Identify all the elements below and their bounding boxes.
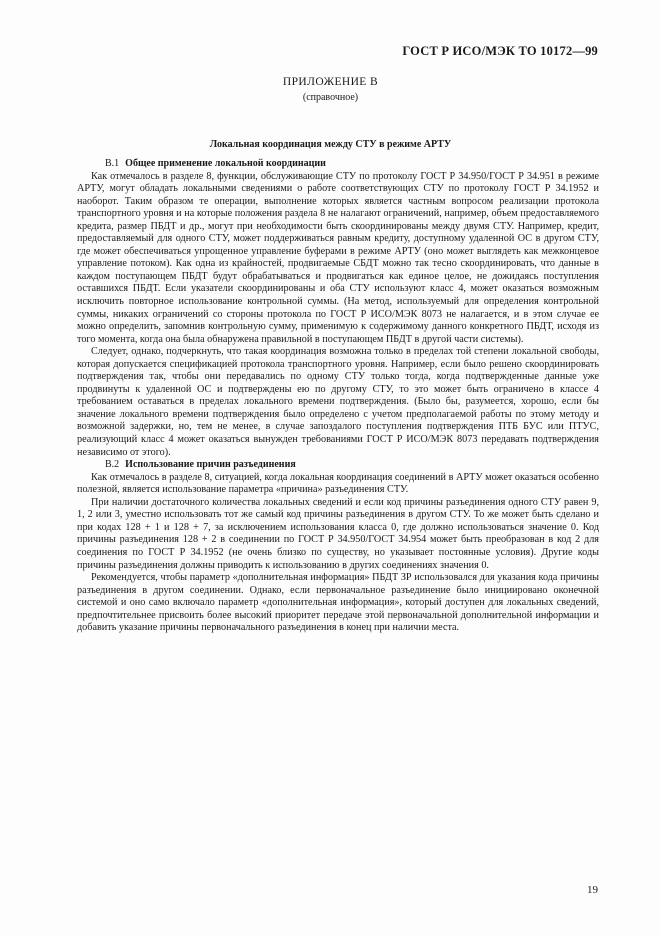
paragraph: При наличии достаточного количества локальных сведений и если код причины разъединения одного СТУ равен 9, 1, 2 или 3, уместно использовать тот же самый код причины разъединения в другом СТУ. То же может быть сделано и при кодах 128 + 1 и 128 + 7, за исключением использования класса 0, где должно использоваться значение 0. Код причины разъединения 128 + 2 в соединении по ГОСТ Р 34.950/ГОСТ 34.954 может быть преобразован в код 2 для соединения по ГОСТ Р 34.1952 (не очень близко по существу, но указывает постоянные условия). Другие коды причины разъединения должны приводить к использованию в других соединениях значения 0. — [77, 496, 599, 571]
appendix-subtitle: (справочное) — [302, 92, 359, 103]
paragraph: Следует, однако, подчеркнуть, что такая координация возможна только в пределах той степени локальной свободы, которая допускается спецификацией протокола транспортного уровня. Например, если было решено скоординировать подтверждения так, чтобы они передавались по одному СТУ только тогда, когда подтвержденные данные уже продвинуты к удаленной ОС и подтверждены ею по другому СТУ, то это может быть ограничено в классе 4 требованием оставаться в пределах локального времени подтверждения. (Было бы, разумеется, хорошо, если бы значение локального времени подтверждения было определено с учетом предполагаемой работы по этому методу и возможной задержки, но, тем не менее, в случае запоздалого поступления подтверждения ПТБ БУС или ПТУС, реализующий класс 4 может оказаться вынужден требованиями ГОСТ Р ИСО/МЭК 8073 передавать подтверждения независимо от этого). — [77, 346, 599, 458]
paragraph: Как отмечалось в разделе 8, ситуацией, когда локальная координация соединений в АРТУ может оказаться особенно полезной, является использование параметра «причина» разъединения СТУ. — [77, 471, 599, 496]
subsection-1-number: В.1 — [105, 158, 120, 169]
subsection-2-heading — [77, 459, 599, 472]
appendix-title: ПРИЛОЖЕНИЕ В — [282, 76, 379, 88]
paragraph: Как отмечалось в разделе 8, функции, обслуживающие СТУ по протоколу ГОСТ Р 34.950/ГОСТ Р 34.951 в режиме АРТУ, могут обладать локальными сведениями о работе соответствующих СТУ по протоколу ГОСТ Р 34.1952 и наоборот. Таким образом те операции, выполнение которых является частным вопросом реализации протокола транспортного уровня и на которые положения раздела 8 не налагают ограничений, например, объем предоставляемого кредита, размер ПБДТ и др., могут при необходимости быть скоординированы между двумя СТУ. Например, кредит, предоставляемый для одного СТУ, может поддерживаться равным кредиту, доступному удаленной ОС в другом СТУ, где может обеспечиваться упрощенное управление буферами в режиме АРТУ (оно может выглядеть как межконцевое управление потоком). Как одна из крайностей, продвигаемые СБДТ можно так тесно скоординировать, что данные в каждом поступающем ПБДТ будут обрабатываться и продвигаться как единое целое, не дожидаясь поступления оставшихся ПБДТ. Если указатели скоординированы и оба СТУ используют класс 4, может оказаться возможным исключить повторное использование контрольной суммы. (На метод, используемый для определения контрольной суммы, никаких ограничений со стороны протокола по ГОСТ Р ИСО/МЭК 8073 не налагается, и в этом случае ее можно определить, запомнив контрольную сумму, применимую к содержимому данного конкретного ПБДТ, исходя из того момента, когда она была обнаружена правильной в поступающем ПБДТ в другой части системы). — [77, 170, 599, 345]
subsection-2-title: Использование причин разъединения — [125, 459, 296, 471]
subsection-1-heading — [77, 158, 599, 171]
standard-header: ГОСТ Р ИСО/МЭК ТО 10172—99 — [402, 44, 598, 58]
paragraph: Рекомендуется, чтобы параметр «дополнительная информация» ПБДТ ЗР использовался для указания кода причины разъединения в другом соединении. Однако, если первоначальное разъединение было инициировано оконечной системой и оно само включало параметр «дополнительная информация», который доступен для локальных сведений, предпочтительнее присвоить более высокий приоритет передаче этой первоначальной дополнительной информации и добавить указание причины первоначального разъединения в конец при наличии места. — [77, 572, 599, 634]
section-title: Локальная координация между СТУ в режиме АРТУ — [209, 139, 452, 150]
subsection-2-number: В.2 — [105, 459, 120, 471]
page-number: 19 — [587, 884, 598, 896]
subsection-1-title: Общее применение локальной координации — [125, 158, 326, 169]
body-text — [77, 158, 599, 635]
